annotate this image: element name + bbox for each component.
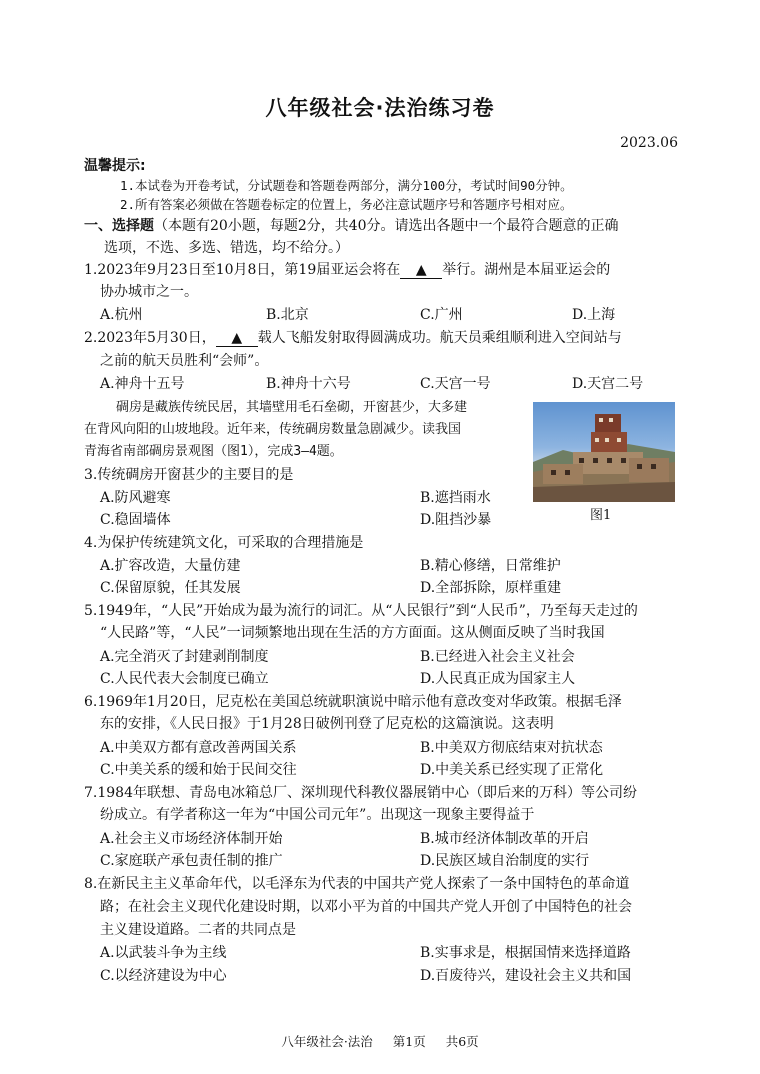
- option-6c: C.中美关系的缓和始于民间交往: [100, 762, 297, 778]
- option-7a: A.社会主义市场经济体制开始: [100, 831, 283, 847]
- diaofang-photo: [533, 402, 675, 502]
- answer-blank: ▲: [400, 262, 442, 279]
- question-2-line2: 之前的航天员胜利“会师”。: [100, 353, 269, 369]
- option-6a: A.中美双方都有意改善两国关系: [100, 740, 297, 756]
- footer-page-number: 第1页: [392, 1034, 426, 1049]
- option-8a: A.以武装斗争为主线: [100, 945, 227, 961]
- option-3c: C.稳固墙体: [100, 512, 171, 528]
- section-label: 一、选择题: [84, 218, 154, 234]
- option-8b: B.实事求是，根据国情来选择道路: [420, 945, 631, 961]
- question-5-line2: “人民路”等，“人民”一词频繁地出现在生活的方方面面。这从侧面反映了当时我国: [100, 625, 605, 641]
- option-1c: C.广州: [420, 307, 463, 323]
- option-4b: B.精心修缮，日常维护: [420, 558, 561, 574]
- option-2d: D.天宫二号: [572, 376, 644, 392]
- figure-caption: 图1: [590, 508, 612, 523]
- question-6-line2: 东的安排，《人民日报》于1月28日破例刊登了尼克松的这篇演说。这表明: [100, 716, 554, 732]
- option-1b: B.北京: [266, 307, 309, 323]
- option-2a: A.神舟十五号: [100, 376, 185, 392]
- question-8-line3: 主义建设道路。二者的共同点是: [100, 922, 296, 938]
- question-1-text-after: 举行。湖州是本届亚运会的: [442, 262, 611, 278]
- question-1-text: 1.2023年9月23日至10月8日，第19届亚运会将在: [84, 262, 401, 278]
- footer-total-pages: 共6页: [445, 1034, 479, 1049]
- intro-line-1: 碉房是藏族传统民居，其墙壁用毛石垒砌，开窗甚少，大多建: [116, 400, 468, 415]
- option-3a: A.防风避寒: [100, 490, 171, 506]
- section-desc-1: （本题有20小题，每题2分，共40分。请选出各题中一个最符合题意的正确: [154, 218, 619, 234]
- section-header: [84, 216, 619, 236]
- question-1-stem: [84, 260, 610, 280]
- option-7c: C.家庭联产承包责任制的推广: [100, 853, 283, 869]
- tip-item-2: 2.所有答案必须做在答题卷标定的位置上，务必注意试题序号和答题序号相对应。: [120, 197, 573, 212]
- exam-date: 2023.06: [620, 135, 678, 151]
- footer-subject: 八年级社会·法治: [281, 1034, 373, 1049]
- question-7-line2: 纷成立。有学者称这一年为“中国公司元年”。出现这一现象主要得益于: [100, 807, 535, 823]
- option-7b: B.城市经济体制改革的开启: [420, 831, 589, 847]
- question-4-text: 4.为保护传统建筑文化，可采取的合理措施是: [84, 535, 364, 551]
- question-6-text: 6.1969年1月20日，尼克松在美国总统就职演说中暗示他有意改变对华政策。根据毛泽: [84, 694, 622, 710]
- question-2-text-after: 载人飞船发射取得圆满成功。航天员乘组顺利进入空间站与: [257, 330, 622, 346]
- intro-line-2: 在背风向阳的山坡地段。近年来，传统碉房数量急剧减少。读我国: [84, 422, 462, 437]
- option-1a: A.杭州: [100, 307, 143, 323]
- question-1-line2: 协办城市之一。: [100, 284, 198, 300]
- page-footer: [0, 1032, 760, 1050]
- answer-blank: ▲: [216, 330, 258, 347]
- diaofang-image: [533, 402, 675, 502]
- option-3d: D.阻挡沙暴: [420, 512, 492, 528]
- option-5c: C.人民代表大会制度已确立: [100, 671, 269, 687]
- option-5a: A.完全消灭了封建剥削制度: [100, 649, 269, 665]
- question-8-text: 8.在新民主主义革命年代，以毛泽东为代表的中国共产党人探索了一条中国特色的革命道: [84, 876, 630, 892]
- option-1d: D.上海: [572, 307, 616, 323]
- question-3-text: 3.传统碉房开窗甚少的主要目的是: [84, 467, 294, 483]
- option-2c: C.天宫一号: [420, 376, 491, 392]
- question-5-text: 5.1949年，“人民”开始成为最为流行的词汇。从“人民银行”到“人民币”，乃至每天走过的: [84, 603, 638, 619]
- tip-item-1: 1.本试卷为开卷考试，分试题卷和答题卷两部分，满分100分，考试时间90分钟。: [120, 178, 573, 193]
- option-4d: D.全部拆除，原样重建: [420, 580, 562, 596]
- option-6d: D.中美关系已经实现了正常化: [420, 762, 604, 778]
- question-7-text: 7.1984年联想、青岛电冰箱总厂、深圳现代科教仪器展销中心（即后来的万科）等公司纷: [84, 785, 637, 801]
- intro-line-3: 青海省南部碉房景观图（图1），完成3—4题。: [84, 444, 343, 459]
- page-title: 八年级社会·法治练习卷: [265, 96, 495, 120]
- question-2-text: 2.2023年5月30日，: [84, 330, 216, 346]
- tips-heading: 温馨提示:: [84, 158, 146, 174]
- section-desc-2: 选项，不选、多选、错选，均不给分。）: [104, 240, 349, 256]
- option-3b: B.遮挡雨水: [420, 490, 491, 506]
- option-6b: B.中美双方彻底结束对抗状态: [420, 740, 603, 756]
- option-8c: C.以经济建设为中心: [100, 968, 227, 984]
- option-5d: D.人民真正成为国家主人: [420, 671, 576, 687]
- question-8-line2: 路；在社会主义现代化建设时期，以邓小平为首的中国共产党人开创了中国特色的社会: [100, 899, 632, 915]
- option-4c: C.保留原貌，任其发展: [100, 580, 241, 596]
- option-2b: B.神舟十六号: [266, 376, 351, 392]
- option-7d: D.民族区域自治制度的实行: [420, 853, 590, 869]
- question-2-stem: [84, 328, 622, 348]
- option-4a: A.扩容改造，大量仿建: [100, 558, 241, 574]
- option-5b: B.已经进入社会主义社会: [420, 649, 575, 665]
- option-8d: D.百废待兴，建设社会主义共和国: [420, 968, 632, 984]
